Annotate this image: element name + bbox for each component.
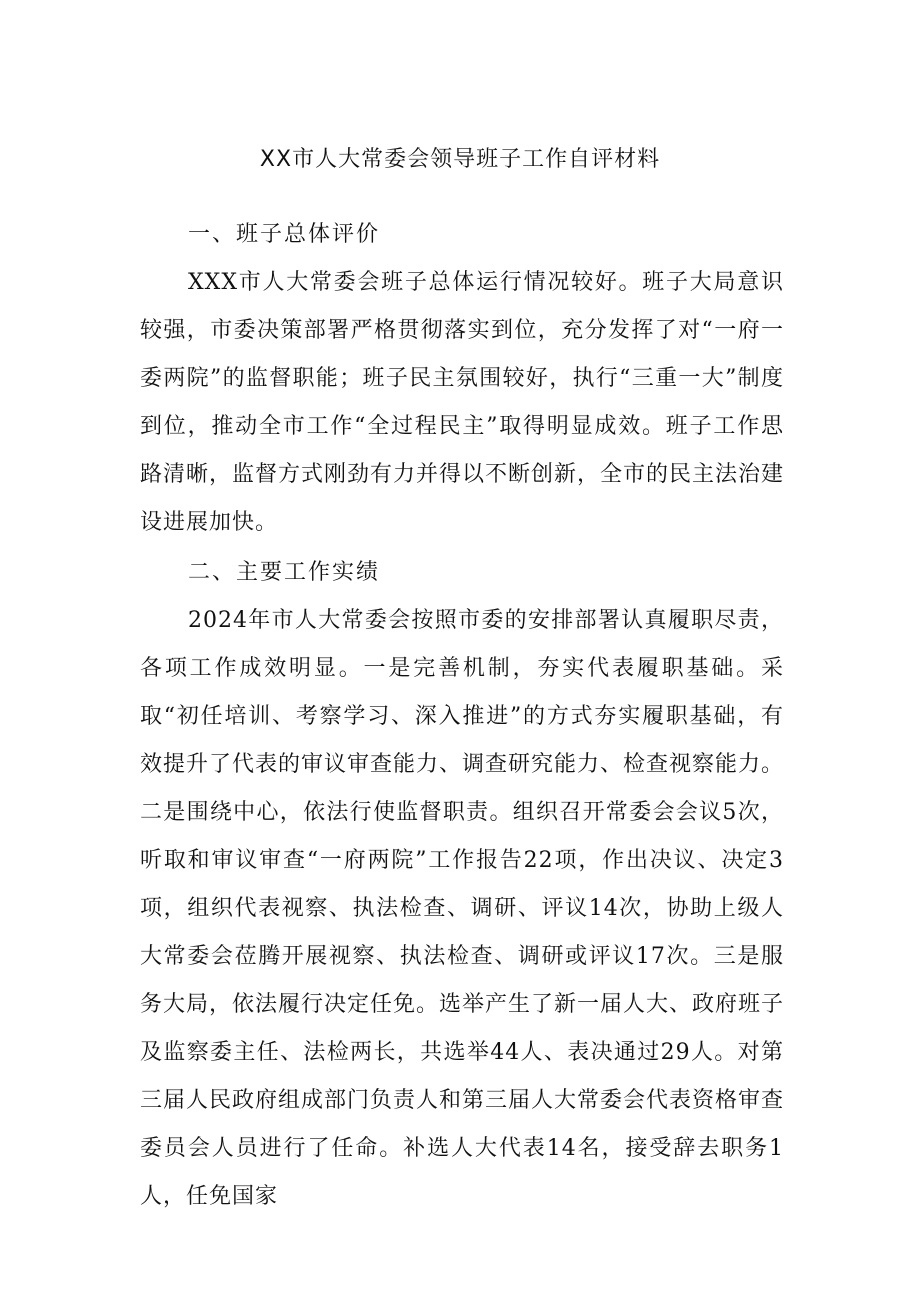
- paragraph-main-achievements: 2024年市人大常委会按照市委的安排部署认真履职尽责，各项工作成效明显。一是完善机制，夯实代表履职基础。采取“初任培训、考察学习、深入推进”的方式夯实履职基础，有效提升了代表的审议审查能力、调查研究能力、检查视察能力。二是围绕中心，依法行使监督职责。组织召开常委会会议5次，听取和审议审查“一府两院”工作报告22项，作出决议、决定3项，组织代表视察、执法检查、调研、评议14次，协助上级人大常委会莅腾开展视察、执法检查、调研或评议17次。三是服务大局，依法履行决定任免。选举产生了新一届人大、政府班子及监察委主任、法检两长，共选举44人、表决通过29人。对第三届人民政府组成部门负责人和第三届人大常委会代表资格审查委员会人员进行了任命。补选人大代表14名，接受辞去职务1人，任免国家: [140, 608, 785, 1209]
- document-body: [140, 211, 784, 1221]
- section-heading-overall-evaluation: 一、班子总体评价: [188, 222, 381, 247]
- paragraph-overall-evaluation: XXX市人大常委会班子总体运行情况较好。班子大局意识较强，市委决策部署严格贯彻落实到位，充分发挥了对“一府一委两院”的监督职能；班子民主氛围较好，执行“三重一大”制度到位，推动全市工作“全过程民主”取得明显成效。班子工作思路清晰，监督方式刚劲有力并得以不断创新，全市的民主法治建设进展加快。: [140, 270, 785, 535]
- section-heading-main-achievements: 二、主要工作实绩: [188, 560, 381, 585]
- document-title: XX市人大常委会领导班子工作自评材料: [259, 147, 661, 172]
